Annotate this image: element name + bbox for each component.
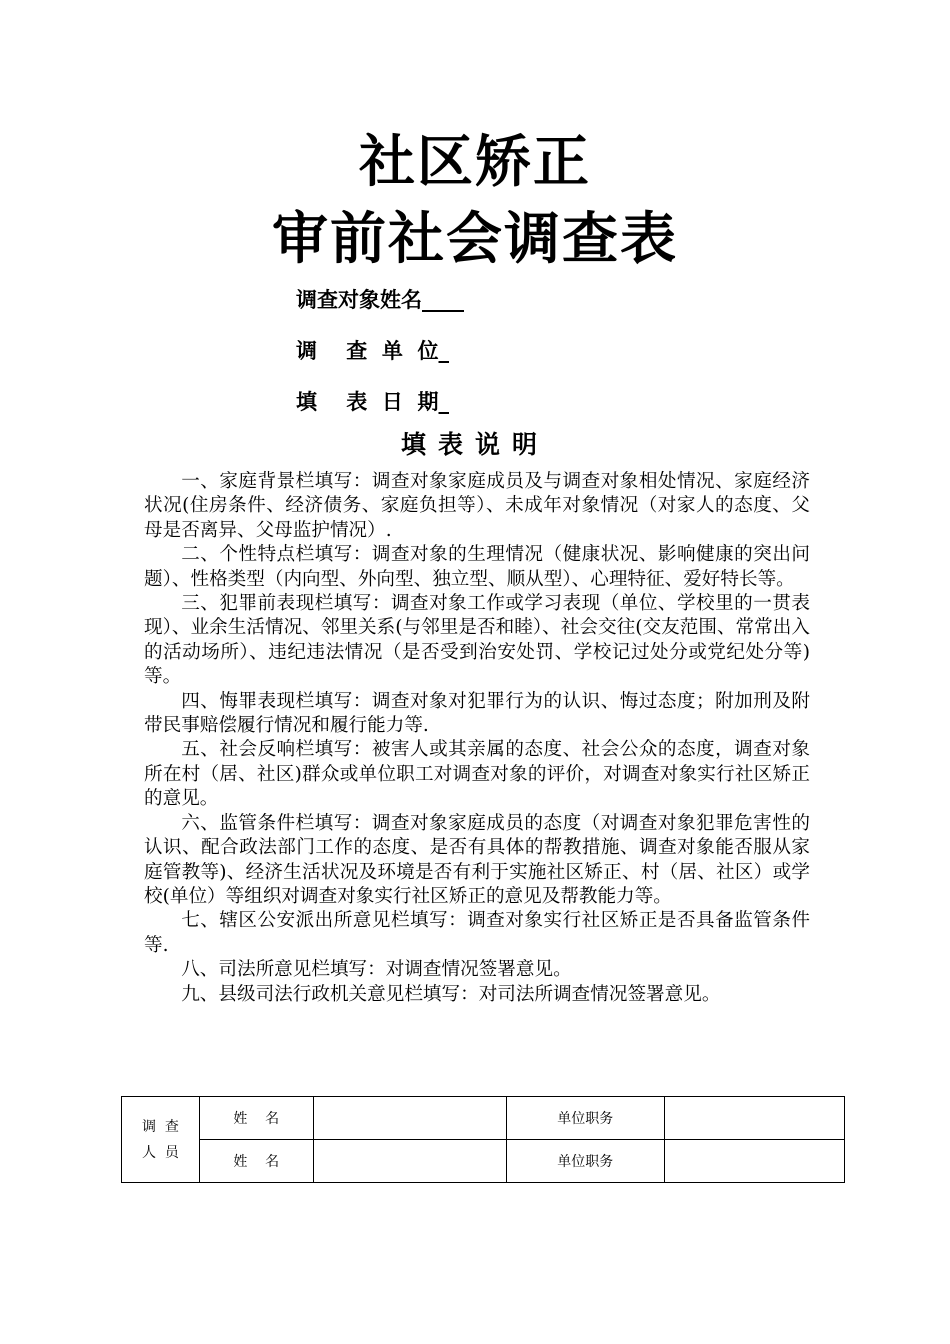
position-label: 单位职务: [507, 1140, 665, 1183]
table-row: [122, 1097, 845, 1140]
position-input-cell[interactable]: [664, 1097, 844, 1140]
instruction-item: 八、司法所意见栏填写：对调查情况签署意见。: [181, 959, 572, 981]
name-label: 姓 名: [199, 1140, 313, 1183]
investigating-unit-field: 调 查 单 位_: [296, 339, 449, 363]
name-label: 姓 名: [199, 1097, 313, 1140]
instruction-item: 一、家庭背景栏填写：调查对象家庭成员及与调查对象相处情况、家庭经济状况(住房条件、经济债务、家庭负担等）、未成年对象情况（对家人的态度、父母是否离异、父母监护情况）.: [144, 471, 810, 541]
name-input-cell[interactable]: [313, 1097, 506, 1140]
instruction-item: 七、辖区公安派出所意见栏填写：调查对象实行社区矫正是否具备监管条件等.: [144, 910, 810, 956]
document-title-line2: 审前社会调查表: [272, 207, 678, 272]
table-row: [122, 1140, 845, 1183]
instruction-item: 二、个性特点栏填写：调查对象的生理情况（健康状况、影响健康的突出问题）、性格类型（内向型、外向型、独立型、顺从型）、心理特征、爱好特长等。: [144, 544, 810, 590]
fill-date-field: 填 表 日 期_: [296, 390, 449, 414]
position-label: 单位职务: [507, 1097, 665, 1140]
investigators-group-label: [122, 1097, 200, 1183]
group-label-line2: 人 员: [141, 1144, 179, 1161]
position-input-cell[interactable]: [664, 1140, 844, 1183]
document-title-line1: 社区矫正: [359, 130, 591, 195]
instruction-item: 三、犯罪前表现栏填写：调查对象工作或学习表现（单位、学校里的一贯表现）、业余生活情况、邻里关系(与邻里是否和睦）、社会交往(交友范围、常常出入的活动场所）、违纪违法情况（是否受到治安处罚、学校记过处分或党纪处分等)等。: [144, 593, 810, 688]
instruction-item: 九、县级司法行政机关意见栏填写：对司法所调查情况签署意见。: [181, 983, 721, 1005]
investigators-table: [121, 1096, 845, 1183]
instruction-item: 四、悔罪表现栏填写：调查对象对犯罪行为的认识、悔过态度；附加刑及附带民事赔偿履行情况和履行能力等.: [144, 690, 810, 737]
instructions-heading: 填表说明: [400, 430, 549, 459]
instruction-item: 五、社会反响栏填写：被害人或其亲属的态度、社会公众的态度，调查对象所在村（居、社区)群众或单位职工对调查对象的评价，对调查对象实行社区矫正的意见。: [144, 739, 810, 810]
instructions-body: [144, 470, 810, 1007]
instruction-item: 六、监管条件栏填写：调查对象家庭成员的态度（对调查对象犯罪危害性的认识、配合政法部门工作的态度、是否有具体的帮教措施、调查对象能否服从家庭管教等)、经济生活状况及环境是否有利于实施社区矫正、村（居、社区）或学校(单位）等组织对调查对象实行社区矫正的意见及帮教能力等。: [144, 812, 810, 907]
name-input-cell[interactable]: [313, 1140, 506, 1183]
group-label-line1: 调 查: [141, 1118, 179, 1135]
subject-name-field: 调查对象姓名____: [296, 288, 464, 312]
